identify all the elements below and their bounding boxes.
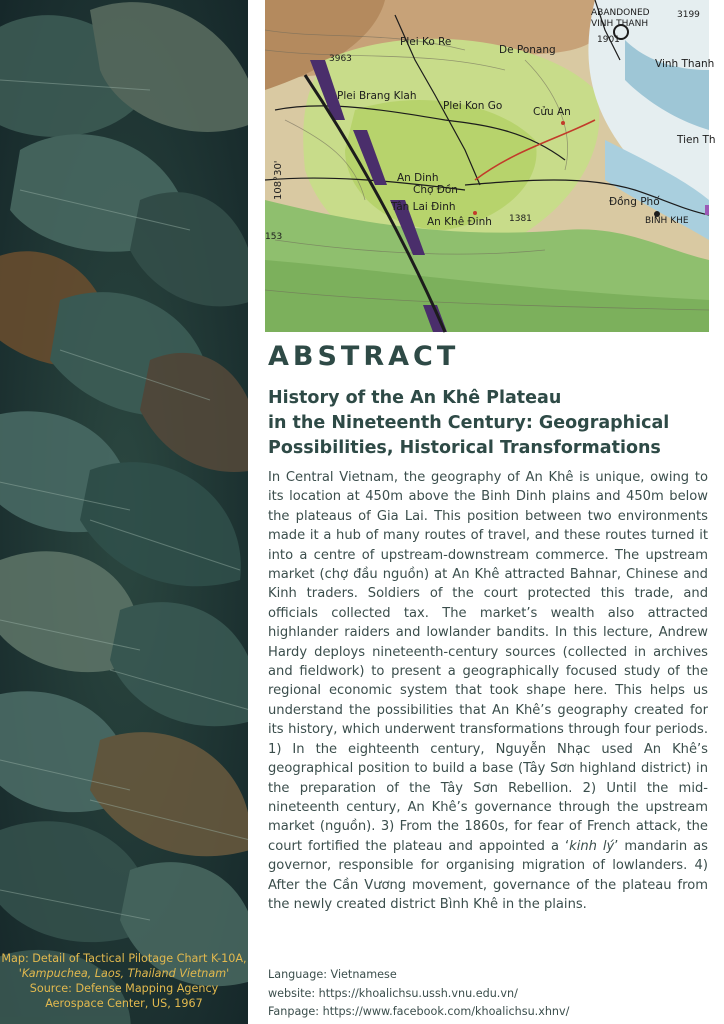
website-link[interactable]: website: https://khoalichsu.ussh.vnu.edu.vn/: [268, 986, 518, 1000]
caption-line-2: 'Kampuchea, Laos, Thailand Vietnam': [18, 967, 230, 980]
map-label-an-khe-dinh: An Khê Đinh: [427, 216, 492, 228]
map-label-an-dinh: An Dinh: [397, 172, 439, 184]
map-label-153: 153: [265, 232, 283, 242]
caption-line-1: Map: Detail of Tactical Pilotage Chart K-10A,: [1, 952, 247, 965]
map-label-plei-kon-go: Plei Kon Go: [443, 100, 503, 112]
abstract-text-part-2: ’ mandarin as governor, responsible for organising migration of lowlanders. 4) After the Cần Vương movement, governance of the plateau from the newly created district Bình Khê in the plains.: [268, 838, 708, 912]
map-label-vinh-thanh: Vinh Thanh: [655, 58, 715, 70]
title-line-2: in the Nineteenth Century: Geographical: [268, 413, 670, 433]
event-info: [268, 966, 708, 1022]
caption-line-3: Source: Defense Mapping Agency: [29, 982, 219, 995]
map-label-cho-don: Chợ Đồn: [413, 184, 458, 196]
map-label-longitude: 108°30': [273, 160, 284, 200]
language-info: Language: Vietnamese: [268, 968, 397, 981]
oak-leaves-illustration: [0, 0, 248, 1024]
map-label-de-ponang: De Ponang: [499, 44, 556, 56]
abstract-heading: ABSTRACT: [268, 341, 460, 372]
map-label-cuu-an: Cửu An: [533, 106, 571, 118]
abstract-body: [268, 468, 708, 914]
abstract-text-part-1: In Central Vietnam, the geography of An Khê is unique, owing to its location at 450m above the Binh Dinh plains and 450m below the plateaus of Gia Lai. This position between two environments made it a hub of many routes of travel, and these routes turned it into a centre of upstream-downstream commerce. The upstream market (chợ đầu nguồn) at An Khê attracted Bahnar, Chinese and Kinh traders. Soldiers of the court protected this trade, and officials collected tax. The market’s wealth also attracted highlander raiders and lowlander bandits. In this lecture, Andrew Hardy deploys nineteenth-century sources (collected in archives and fieldwork) to present a geographically focused study of the regional economic system that took shape here. This helps us understand the possibilities that An Khê’s geography created for its history, which underwent transformations through four periods. 1) In the eighteenth century, Nguyễn Nhạc used An Khê’s geographical position to build a base (Tây Sơn highland district) in the preparation of the Tây Sơn Rebellion. 2) Until the mid-nineteenth century, An Khê’s governance through the upstream market (nguồn). 3) From the 1860s, for fear of French attack, the court fortified the plateau and appointed a ‘: [268, 470, 708, 854]
lecture-title: [268, 386, 708, 461]
topographic-map: [265, 0, 716, 332]
map-label-plei-ko-re: Plei Ko Re: [400, 36, 452, 48]
title-line-1: History of the An Khê Plateau: [268, 388, 562, 408]
map-label-plei-brang-klah: Plei Brang Klah: [337, 90, 417, 102]
column-divider: [248, 0, 264, 1024]
map-label-3199: 3199: [677, 10, 700, 20]
map-label-vinh-thanh-top: VINH THANH: [591, 19, 649, 29]
map-label-tan-lai-dinh: Tân Lai Đinh: [391, 201, 456, 213]
map-label-1381: 1381: [509, 214, 532, 224]
abstract-text-italic: kinh lý: [569, 838, 615, 854]
map-label-3963: 3963: [329, 54, 352, 64]
caption-line-4: Aerospace Center, US, 1967: [45, 997, 203, 1010]
leaf-background-panel: [0, 0, 248, 1024]
map-caption: [0, 951, 248, 1011]
fanpage-link[interactable]: Fanpage: https://www.facebook.com/khoalichsu.xhnv/: [268, 1005, 570, 1018]
map-label-1901: 1901: [597, 35, 620, 45]
map-terrain: [265, 0, 709, 332]
map-label-dong-pho: Đồng Phố: [609, 196, 660, 208]
map-label-binh-khe: BINH KHE: [645, 216, 689, 226]
title-line-3: Possibilities, Historical Transformations: [268, 438, 661, 458]
map-label-abandoned: ABANDONED: [591, 8, 650, 18]
map-label-tien-th: Tien Th: [677, 134, 716, 146]
